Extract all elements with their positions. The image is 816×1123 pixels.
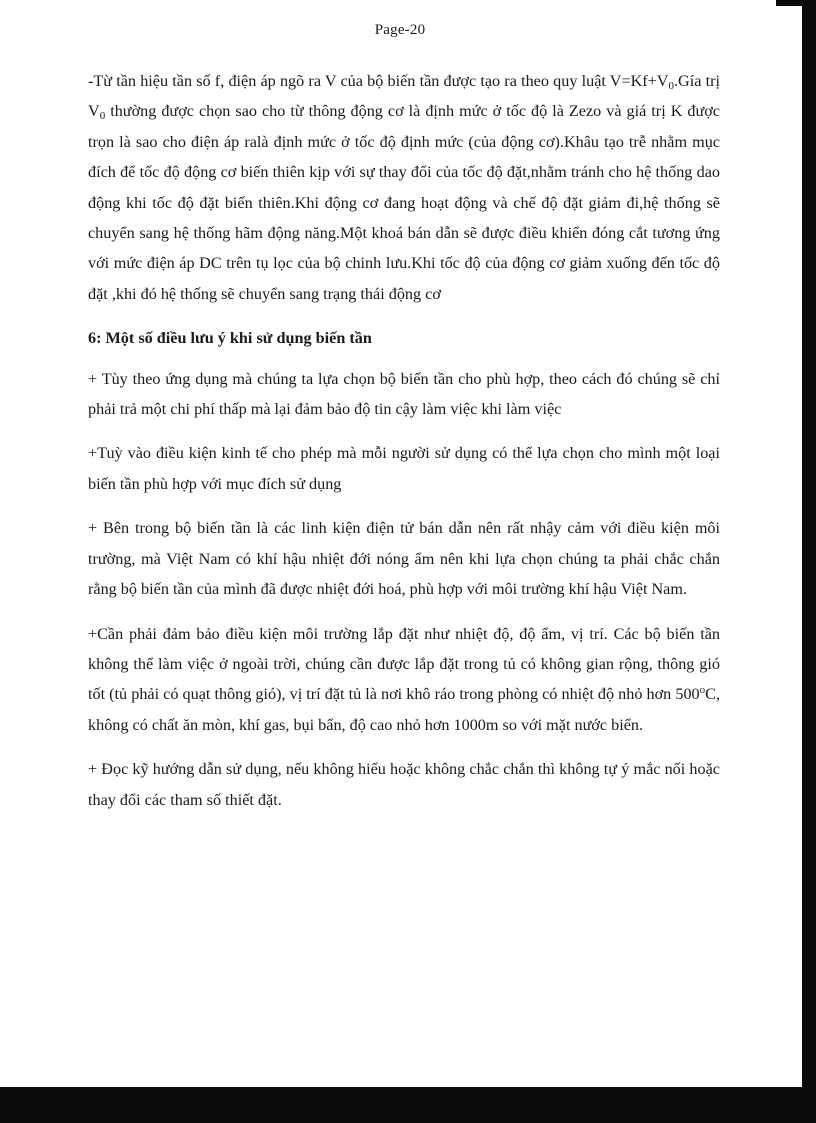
list-item: + Bên trong bộ biến tần là các linh kiện điện tử bán dẫn nên rất nhậy cảm với điều kiện môi trường, mà Việt Nam có khí hậu nhiệt đới nóng ẩm nên khi lựa chọn chúng ta phải chắc chắn rằng bộ biến tần của mình đã được nhiệt đới hoá, phù hợp với môi trường khí hậu Việt Nam.: [88, 519, 720, 599]
list-item-text: C, không có chất ăn mòn, khí gas, bụi bẩn, độ cao nhỏ hơn 1000m so với mặt nước biển.: [88, 685, 720, 734]
section-heading: 6: Một số điều lưu ý khi sử dụng biến tần: [88, 329, 372, 348]
list-item-text: +Cần phải đảm bảo điều kiện môi trường lắp đặt như nhiệt độ, độ ẩm, vị trí. Các bộ biến tần không thể làm việc ở ngoài trời, chúng cần được lắp đặt trong tủ có không gian rộng, thông gió tốt (tủ phải có quạt thông gió), vị trí đặt tủ là nơi khô ráo trong phòng có nhiệt độ nhỏ hơn 500: [88, 624, 720, 704]
list-item: [88, 619, 720, 741]
paragraph-text: .Gía trị V: [88, 72, 720, 121]
list-item: +Tuỳ vào điều kiện kinh tế cho phép mà mỗi người sử dụng có thể lựa chọn cho mình một loại biến tần phù hợp với mục đích sử dụng: [88, 444, 720, 493]
page-number: Page-20: [374, 22, 426, 38]
scan-border-top-corner: [776, 0, 816, 6]
list-item: + Đọc kỹ hướng dẫn sử dụng, nếu không hiểu hoặc không chắc chắn thì không tự ý mắc nối hoặc thay đổi các tham số thiết đặt.: [88, 760, 720, 809]
paragraph-inverter-operation: [88, 66, 720, 309]
paragraph-text: -Từ tần hiệu tần số f, điện áp ngõ ra V của bộ biến tần được tạo ra theo quy luật V=Kf+V: [88, 72, 669, 90]
subscript: 0: [668, 80, 674, 92]
scan-border-bottom: [0, 1087, 816, 1123]
subscript: 0: [99, 110, 106, 123]
degree-superscript: o: [699, 684, 706, 697]
scan-border-right: [802, 0, 816, 1123]
paragraph-text: thường được chọn sao cho từ thông động cơ là định mức ở tốc độ là Zezo và giá trị K được trọn là sao cho điện áp ralà định mức ở tốc độ định mức (của động cơ).Khâu tạo trễ nhằm mục đích để tốc độ động cơ biến thiên kịp với sự thay đổi của tốc độ đặt,nhằm tránh cho hệ thống dao động khi tốc độ đặt biến thiên.Khi động cơ đang hoạt động và chế độ đặt giảm đi,hệ thống sẽ chuyển sang hệ thống hãm động năng.Một khoá bán dẫn sẽ được điều khiển đóng cắt tương ứng với mức điện áp DC trên tụ lọc của bộ chinh lưu.Khi tốc độ của động cơ giảm xuống đến tốc độ đặt ,khi đó hệ thống sẽ chuyển sang trạng thái động cơ: [88, 102, 720, 303]
list-item: + Tùy theo ứng dụng mà chúng ta lựa chọn bộ biến tần cho phù hợp, theo cách đó chúng sẽ chỉ phải trả một chi phí thấp mà lại đảm bảo độ tin cậy làm việc khi làm việc: [88, 369, 720, 419]
document-body: [88, 66, 720, 815]
